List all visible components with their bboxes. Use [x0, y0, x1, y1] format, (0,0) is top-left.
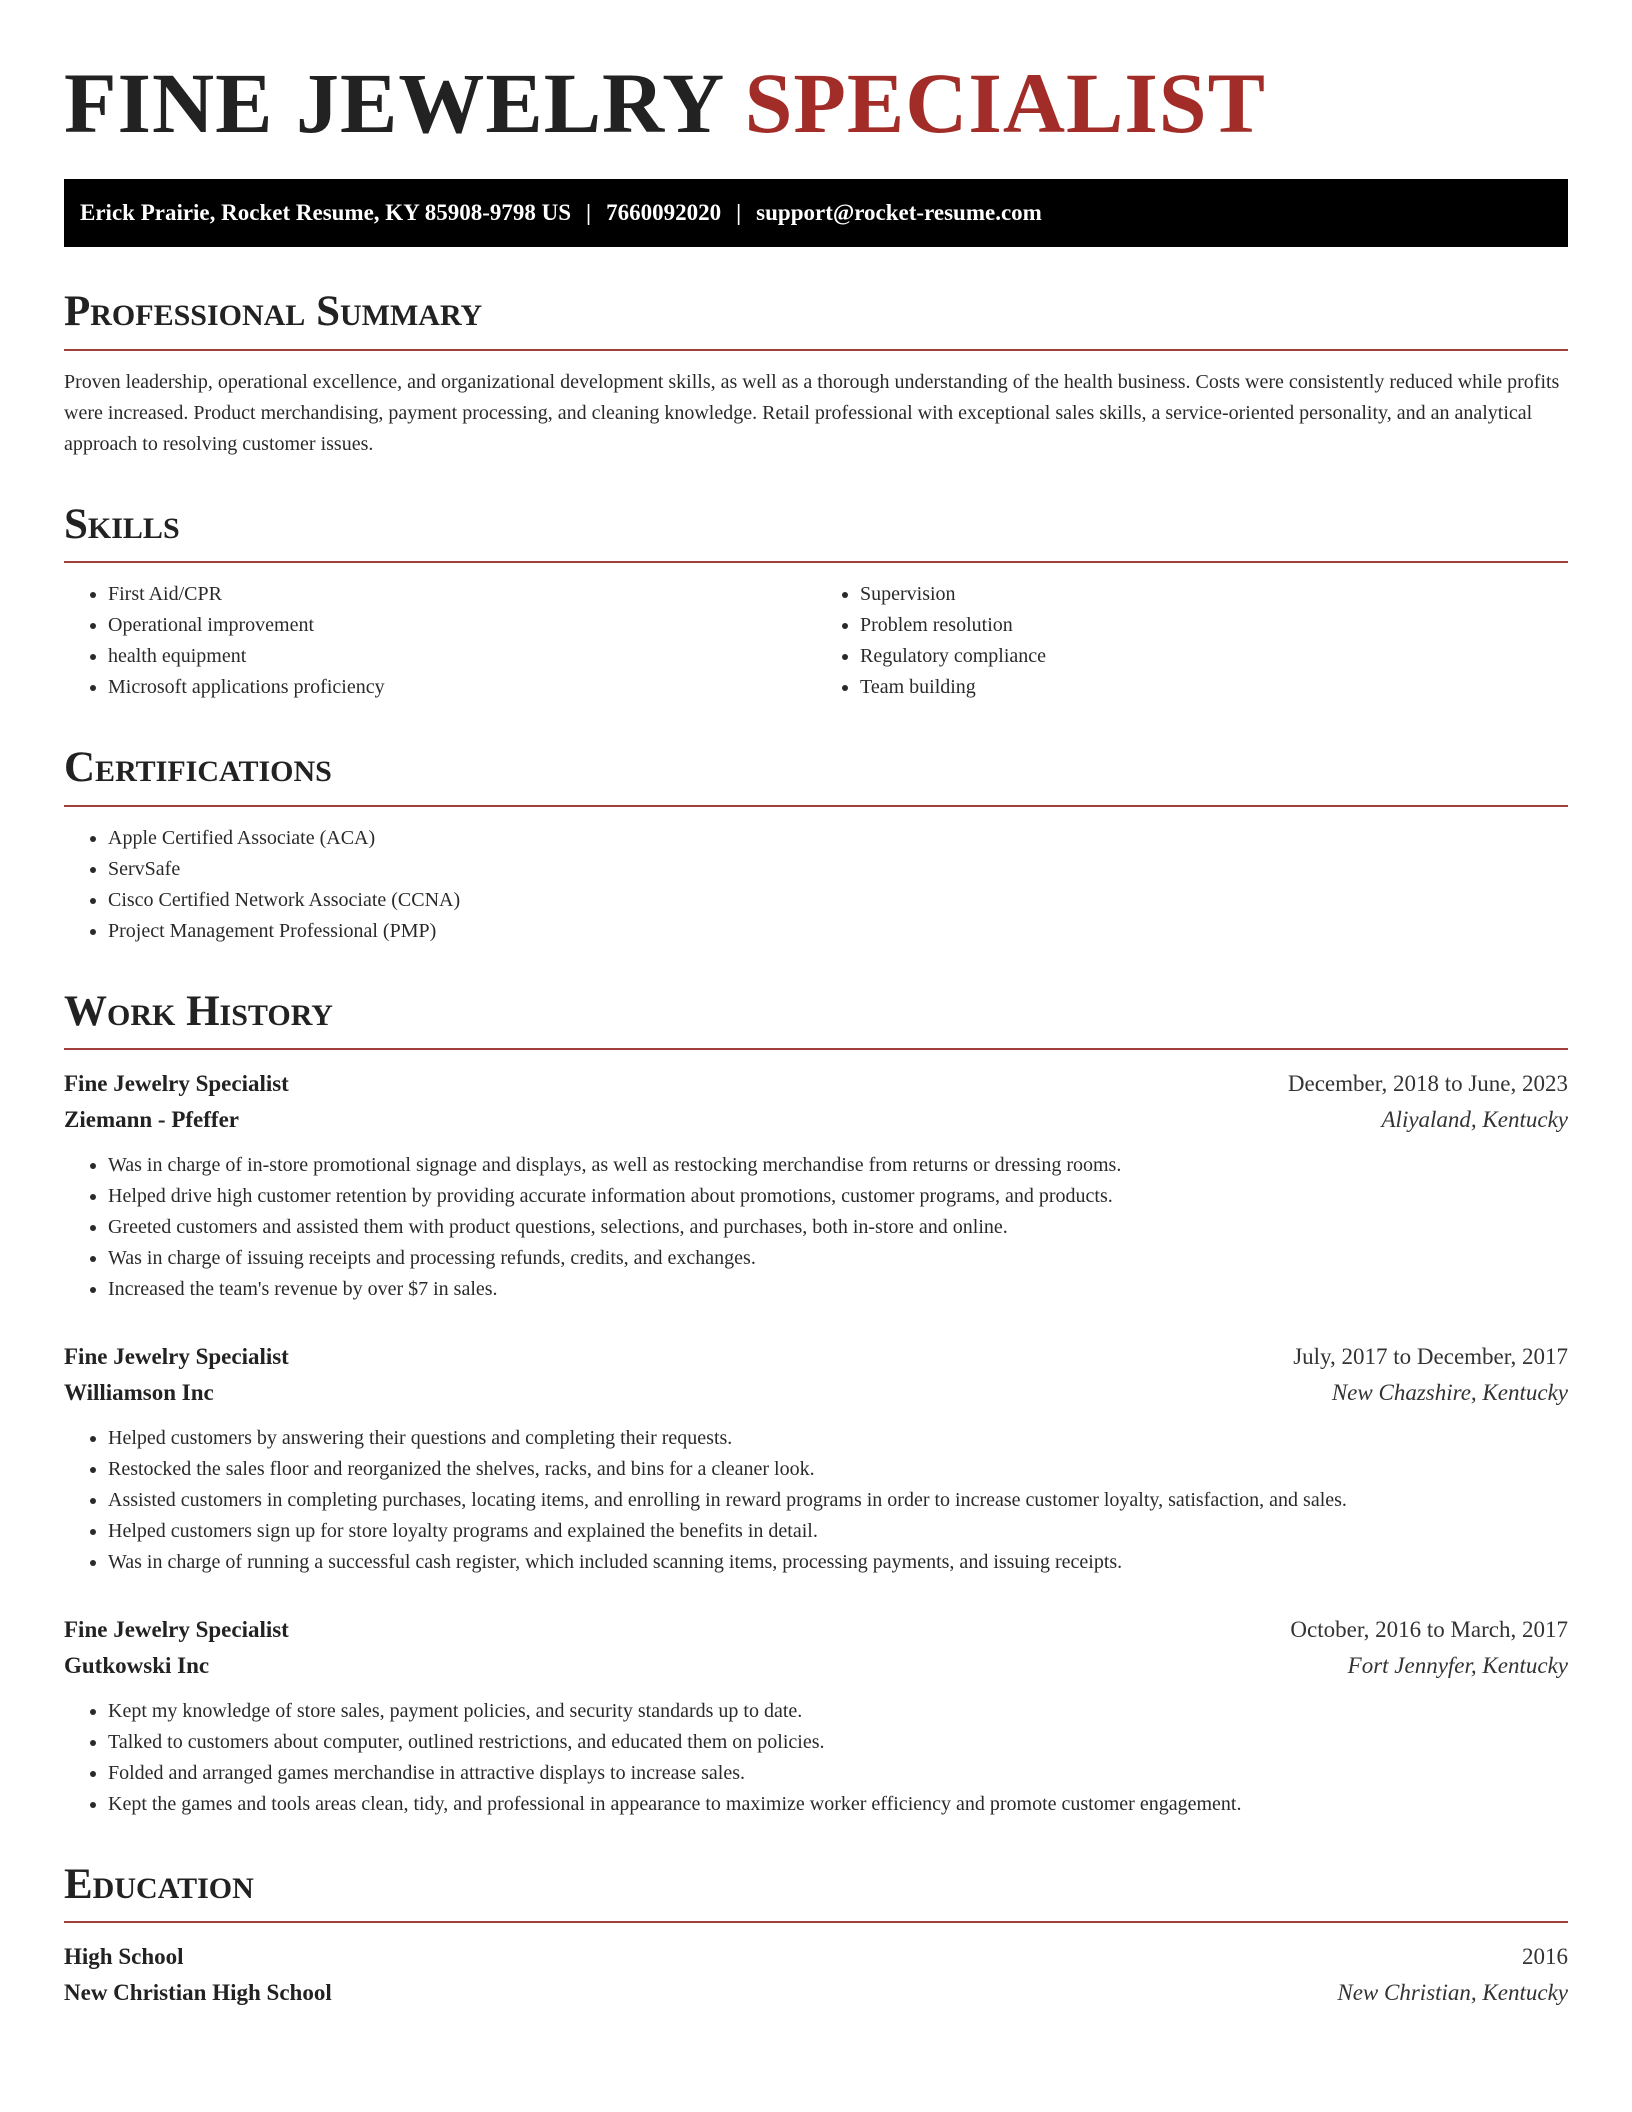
education-heading: Education: [64, 1860, 1568, 1923]
work-history-section: [64, 987, 1568, 1820]
job-duty: • Helped drive high customer retention by providing accurate information about promotions, customer programs, and products.: [108, 1181, 1568, 1212]
job-duty: • Kept the games and tools areas clean, tidy, and professional in appearance to maximize worker efficiency and promote customer engagement.: [108, 1789, 1568, 1820]
contact-separator: |: [586, 200, 592, 226]
skill-item: • Regulatory compliance: [860, 641, 1568, 672]
job-entry: [64, 1339, 1568, 1578]
job-location: Aliyaland, Kentucky: [1381, 1106, 1568, 1132]
contact-phone: 7660092020: [606, 200, 722, 226]
education-degree: High School: [64, 1944, 184, 1970]
certification-item: • Project Management Professional (PMP): [108, 916, 1568, 947]
summary-heading: Professional Summary: [64, 287, 1568, 350]
certification-item: • ServSafe: [108, 854, 1568, 885]
contact-address: Erick Prairie, Rocket Resume, KY 85908-9798 US: [80, 200, 572, 226]
job-title-row: [64, 1066, 1568, 1102]
job-title-row: [64, 1612, 1568, 1648]
job-duty: • Increased the team's revenue by over $7 in sales.: [108, 1274, 1568, 1305]
skill-item: • health equipment: [108, 641, 816, 672]
job-title: Fine Jewelry Specialist: [64, 1343, 289, 1369]
contact-email[interactable]: support@rocket-resume.com: [756, 200, 1042, 226]
education-degree-row: [64, 1939, 1568, 1975]
job-duty: • Was in charge of issuing receipts and processing refunds, credits, and exchanges.: [108, 1243, 1568, 1274]
job-duties-list: [64, 1423, 1568, 1578]
job-entry: [64, 1612, 1568, 1820]
job-duty: • Was in charge of running a successful cash register, which included scanning items, processing payments, and issuing receipts.: [108, 1547, 1568, 1578]
education-location: New Christian, Kentucky: [1337, 1980, 1568, 2006]
job-duty: • Folded and arranged games merchandise in attractive displays to increase sales.: [108, 1758, 1568, 1789]
title-accent: SPECIALIST: [744, 55, 1266, 151]
title-main: FINE JEWELRY: [64, 55, 723, 151]
job-company-row: [64, 1375, 1568, 1411]
job-company: Gutkowski Inc: [64, 1652, 210, 1678]
skill-item: • Microsoft applications proficiency: [108, 672, 816, 703]
job-dates: December, 2018 to June, 2023: [1287, 1070, 1568, 1096]
contact-bar: [64, 179, 1568, 247]
job-entry: [64, 1066, 1568, 1305]
job-title-row: [64, 1339, 1568, 1375]
contact-separator: |: [736, 200, 742, 226]
job-duty: • Talked to customers about computer, outlined restrictions, and educated them on policies.: [108, 1727, 1568, 1758]
job-duty: • Kept my knowledge of store sales, payment policies, and security standards up to date.: [108, 1696, 1568, 1727]
certifications-list: [64, 823, 1568, 947]
job-title: Fine Jewelry Specialist: [64, 1070, 289, 1096]
job-dates: July, 2017 to December, 2017: [1293, 1343, 1568, 1369]
certifications-section: [64, 743, 1568, 946]
skill-item: • Team building: [860, 672, 1568, 703]
summary-section: [64, 287, 1568, 459]
job-duties-list: [64, 1696, 1568, 1820]
job-duty: • Helped customers sign up for store loyalty programs and explained the benefits in detail.: [108, 1516, 1568, 1547]
job-company: Ziemann - Pfeffer: [64, 1106, 239, 1132]
education-entry: [64, 1939, 1568, 2011]
job-company-row: [64, 1648, 1568, 1684]
job-company: Williamson Inc: [64, 1379, 214, 1405]
education-school: New Christian High School: [64, 1980, 332, 2006]
skills-grid: [64, 563, 1568, 703]
skills-heading: Skills: [64, 500, 1568, 563]
job-duty: • Restocked the sales floor and reorganized the shelves, racks, and bins for a cleaner look.: [108, 1454, 1568, 1485]
skill-item: • First Aid/CPR: [108, 579, 816, 610]
job-title: Fine Jewelry Specialist: [64, 1616, 289, 1642]
job-duty: • Greeted customers and assisted them with product questions, selections, and purchases, both in-store and online.: [108, 1212, 1568, 1243]
skills-list-right: [816, 579, 1568, 703]
education-section: [64, 1860, 1568, 2011]
work-history-heading: Work History: [64, 987, 1568, 1050]
skill-item: • Problem resolution: [860, 610, 1568, 641]
skill-item: • Supervision: [860, 579, 1568, 610]
education-year: 2016: [1522, 1944, 1568, 1970]
certification-item: • Apple Certified Associate (ACA): [108, 823, 1568, 854]
job-duties-list: [64, 1150, 1568, 1305]
resume-title: [64, 52, 1568, 155]
job-duty: • Helped customers by answering their questions and completing their requests.: [108, 1423, 1568, 1454]
certifications-heading: Certifications: [64, 743, 1568, 806]
education-school-row: [64, 1975, 1568, 2011]
job-company-row: [64, 1102, 1568, 1138]
job-location: Fort Jennyfer, Kentucky: [1347, 1652, 1568, 1678]
skills-section: [64, 500, 1568, 703]
skill-item: • Operational improvement: [108, 610, 816, 641]
job-duty: • Assisted customers in completing purchases, locating items, and enrolling in reward programs in order to increase customer loyalty, satisfaction, and sales.: [108, 1485, 1568, 1516]
job-dates: October, 2016 to March, 2017: [1290, 1616, 1568, 1642]
summary-text: Proven leadership, operational excellence, and organizational development skills, as well as a thorough understanding of the health business. Costs were consistently reduced while profits were increased. Product merchandising, payment processing, and cleaning knowledge. Retail professional with exceptional sales skills, a service-oriented personality, and an analytical approach to resolving customer issues.: [64, 370, 1560, 455]
skills-list-left: [64, 579, 816, 703]
job-duty: • Was in charge of in-store promotional signage and displays, as well as restocking merchandise from returns or dressing rooms.: [108, 1150, 1568, 1181]
certification-item: • Cisco Certified Network Associate (CCNA): [108, 885, 1568, 916]
job-location: New Chazshire, Kentucky: [1331, 1379, 1568, 1405]
